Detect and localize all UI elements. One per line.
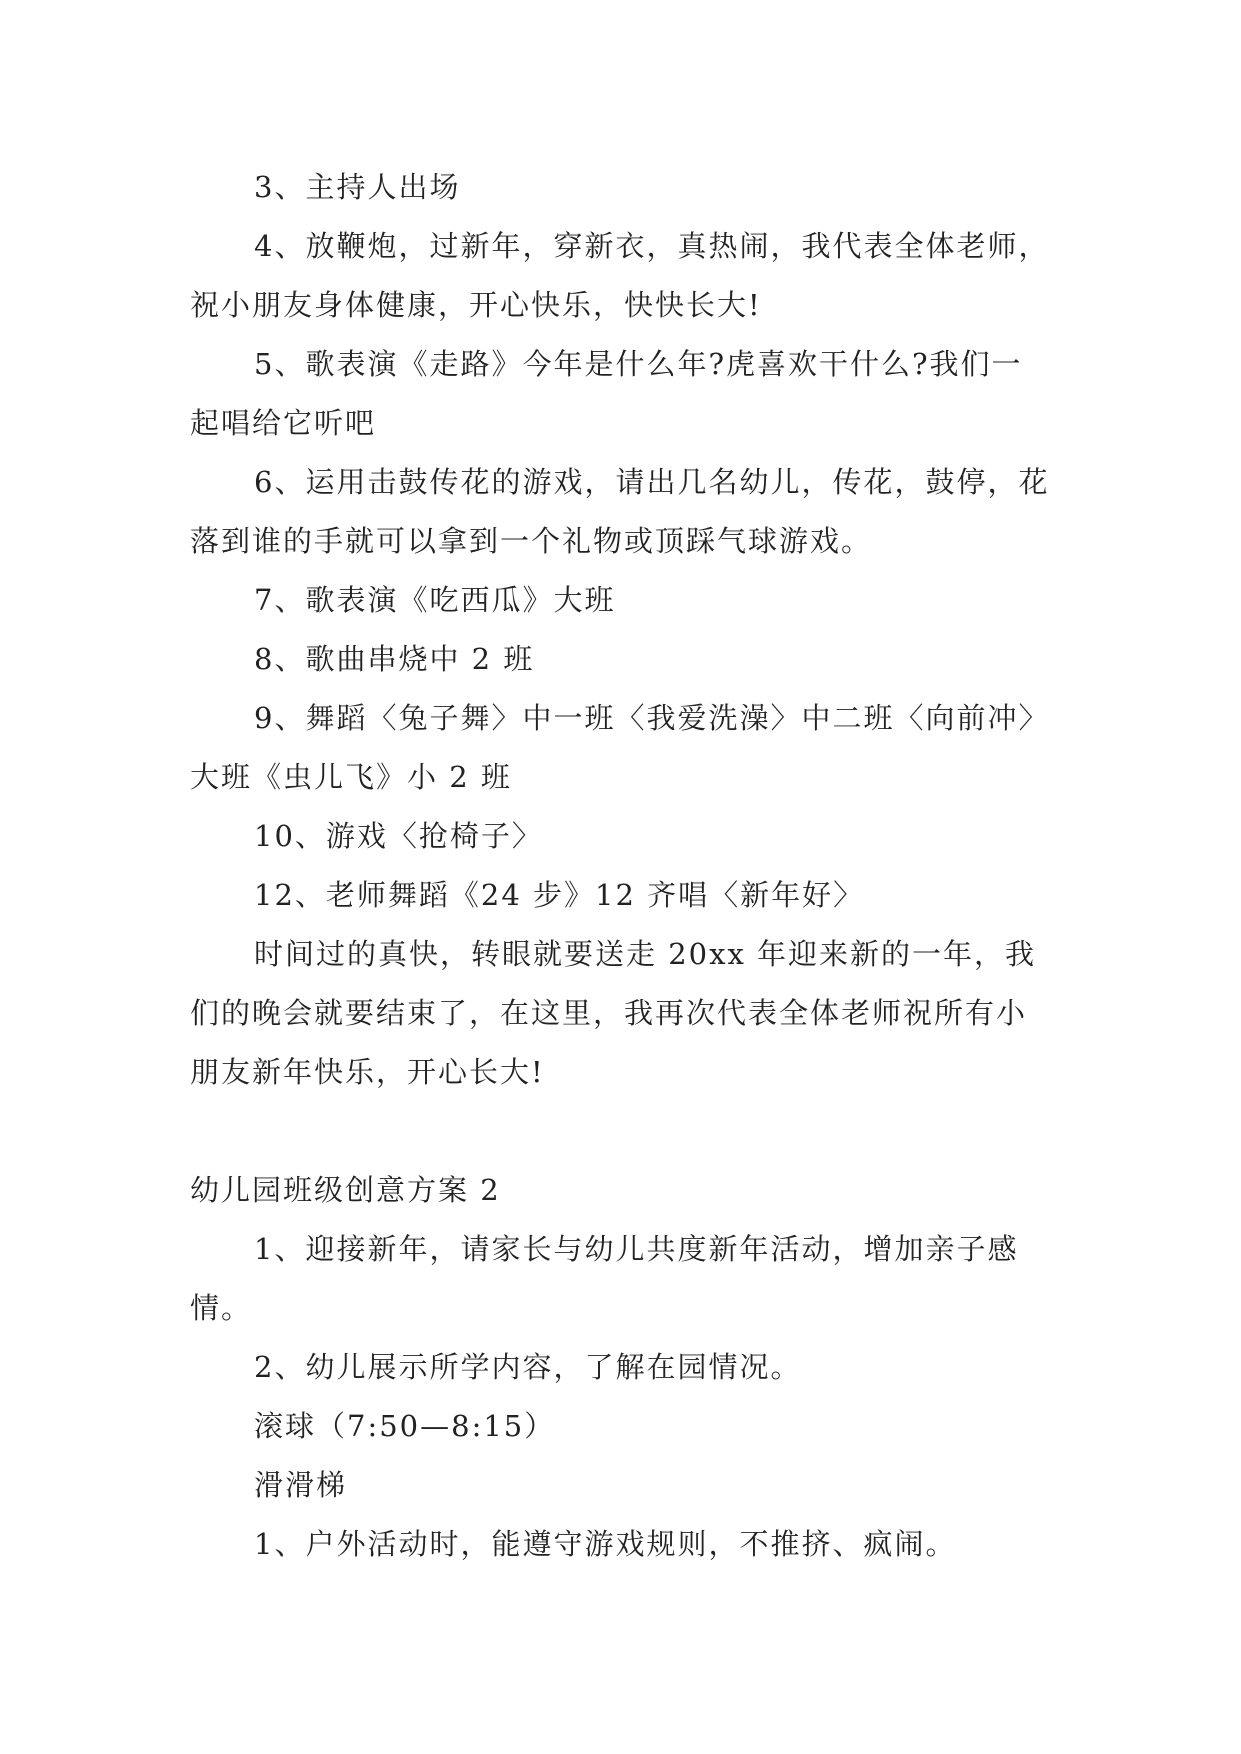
paragraph-item-3: 3、主持人出场 <box>254 170 461 204</box>
paragraph-item-6: 6、运用击鼓传花的游戏，请出几名幼儿，传花，鼓停，花落到谁的手就可以拿到一个礼物或顶踩气球游戏。 <box>190 465 1050 558</box>
paragraph-item-7: 7、歌表演《吃西瓜》大班 <box>254 583 616 617</box>
paragraph-item-8: 8、歌曲串烧中 2 班 <box>254 642 535 676</box>
document-body <box>190 158 1050 1574</box>
paragraph-item-10: 10、游戏〈抢椅子〉 <box>254 819 543 853</box>
paragraph-item-4: 4、放鞭炮，过新年，穿新衣，真热闹，我代表全体老师，祝小朋友身体健康，开心快乐，快快长大! <box>190 229 1050 322</box>
activity-slide: 滑滑梯 <box>254 1468 348 1502</box>
goal-paragraph-2: 2、幼儿展示所学内容，了解在园情况。 <box>254 1350 802 1384</box>
activity-roll-ball: 滚球（7:50—8:15） <box>254 1409 556 1443</box>
section-spacer <box>190 1102 1050 1161</box>
rule-paragraph-1: 1、户外活动时，能遵守游戏规则，不推挤、疯闹。 <box>254 1527 957 1561</box>
paragraph-item-12: 12、老师舞蹈《24 步》12 齐唱〈新年好〉 <box>254 878 865 912</box>
paragraph-item-9: 9、舞蹈〈兔子舞〉中一班〈我爱洗澡〉中二班〈向前冲〉大班《虫儿飞》小 2 班 <box>190 701 1050 794</box>
section-title: 幼儿园班级创意方案 2 <box>190 1173 501 1207</box>
goal-paragraph-1: 1、迎接新年，请家长与幼儿共度新年活动，增加亲子感情。 <box>190 1232 1019 1325</box>
paragraph-item-5: 5、歌表演《走路》今年是什么年?虎喜欢干什么?我们一起唱给它听吧 <box>190 347 1023 440</box>
closing-paragraph: 时间过的真快，转眼就要送走 20xx 年迎来新的一年，我们的晚会就要结束了，在这里，我再次代表全体老师祝所有小朋友新年快乐，开心长大! <box>190 937 1037 1089</box>
